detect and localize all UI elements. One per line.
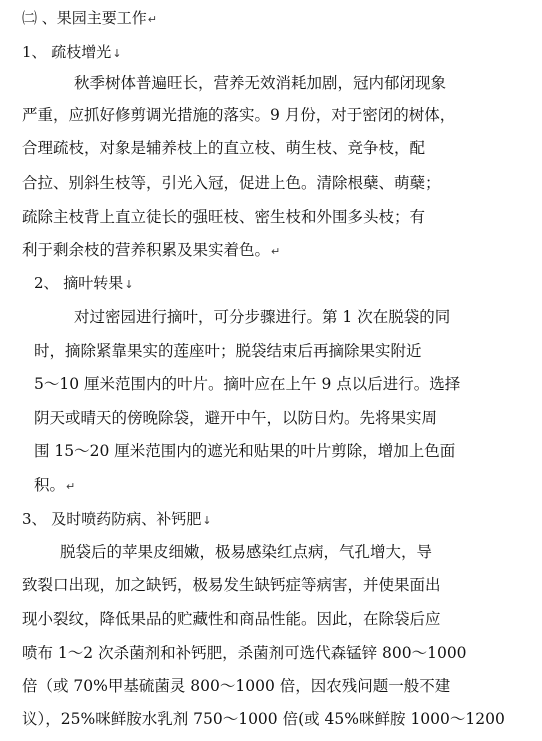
section-title: [22, 8, 157, 28]
item-3-line-6: 议），25%咪鲜胺水乳剂 750～1000 倍(或 45%咪鲜胺 1000～1200: [22, 710, 505, 728]
item-3-line-2: 致裂口出现，加之缺钙，极易发生缺钙症等病害，并使果面出: [22, 576, 441, 594]
item-3-line-5: 倍（或 70%甲基硫菌灵 800～1000 倍，因农残问题一般不建: [22, 677, 451, 695]
paragraph-mark: ↓: [202, 514, 212, 527]
item-2-line-6: [34, 475, 75, 495]
item-1-line-5: 疏除主枝背上直立徒长的强旺枝、密生枝和外围多头枝；有: [22, 208, 426, 226]
item-1-line-1: 秋季树体普遍旺长，营养无效消耗加剧，冠内郁闭现象: [74, 74, 447, 92]
item-2-line-3: 5～10 厘米范围内的叶片。摘叶应在上午 9 点以后进行。选择: [34, 375, 461, 393]
item-heading-text: 3、 及时喷药防病、补钙肥: [22, 510, 202, 528]
section-title-text: ㈡ 、果园主要工作: [22, 9, 147, 27]
item-2-line-5: 围 15～20 厘米范围内的遮光和贴果的叶片剪除，增加上色面: [34, 442, 456, 460]
item-1-heading: [22, 42, 122, 62]
item-1-line-3: 合理疏枝，对象是辅养枝上的直立枝、萌生枝、竞争枝，配: [22, 139, 426, 157]
paragraph-mark: ↵: [271, 245, 281, 258]
item-2-heading: [34, 273, 134, 293]
item-heading-text: 2、 摘叶转果: [34, 274, 124, 292]
paragraph-mark: ↵: [66, 480, 76, 493]
item-1-line-6: [22, 240, 280, 260]
item-3-line-3: 现小裂纹，降低果品的贮藏性和商品性能。因此，在除袋后应: [22, 610, 441, 628]
item-2-line-1: 对过密园进行摘叶，可分步骤进行。第 1 次在脱袋的同: [74, 308, 451, 326]
item-3-line-1: 脱袋后的苹果皮细嫩，极易感染红点病，气孔增大，导: [60, 543, 433, 561]
paragraph-mark: ↓: [124, 278, 134, 291]
item-1-line-2: 严重，应抓好修剪调光措施的落实。9 月份，对于密闭的树体，: [22, 106, 456, 124]
item-heading-text: 1、 疏枝增光: [22, 43, 112, 61]
paragraph-mark: ↵: [147, 13, 157, 26]
item-3-line-4: 喷布 1～2 次杀菌剂和补钙肥，杀菌剂可选代森锰锌 800～1000: [22, 644, 467, 662]
paragraph-mark: ↓: [112, 47, 122, 60]
item-3-heading: [22, 509, 212, 529]
item-1-line-6-text: 利于剩余枝的营养积累及果实着色。: [22, 241, 271, 259]
item-2-line-2: 时，摘除紧靠果实的莲座叶；脱袋结束后再摘除果实附近: [34, 342, 422, 360]
item-2-line-4: 阴天或晴天的傍晚除袋，避开中午，以防日灼。先将果实周: [34, 409, 438, 427]
item-1-line-4: 合拉、别斜生枝等，引光入冠，促进上色。清除根蘖、萌蘖；: [22, 174, 441, 192]
item-2-line-6-text: 积。: [34, 476, 66, 494]
